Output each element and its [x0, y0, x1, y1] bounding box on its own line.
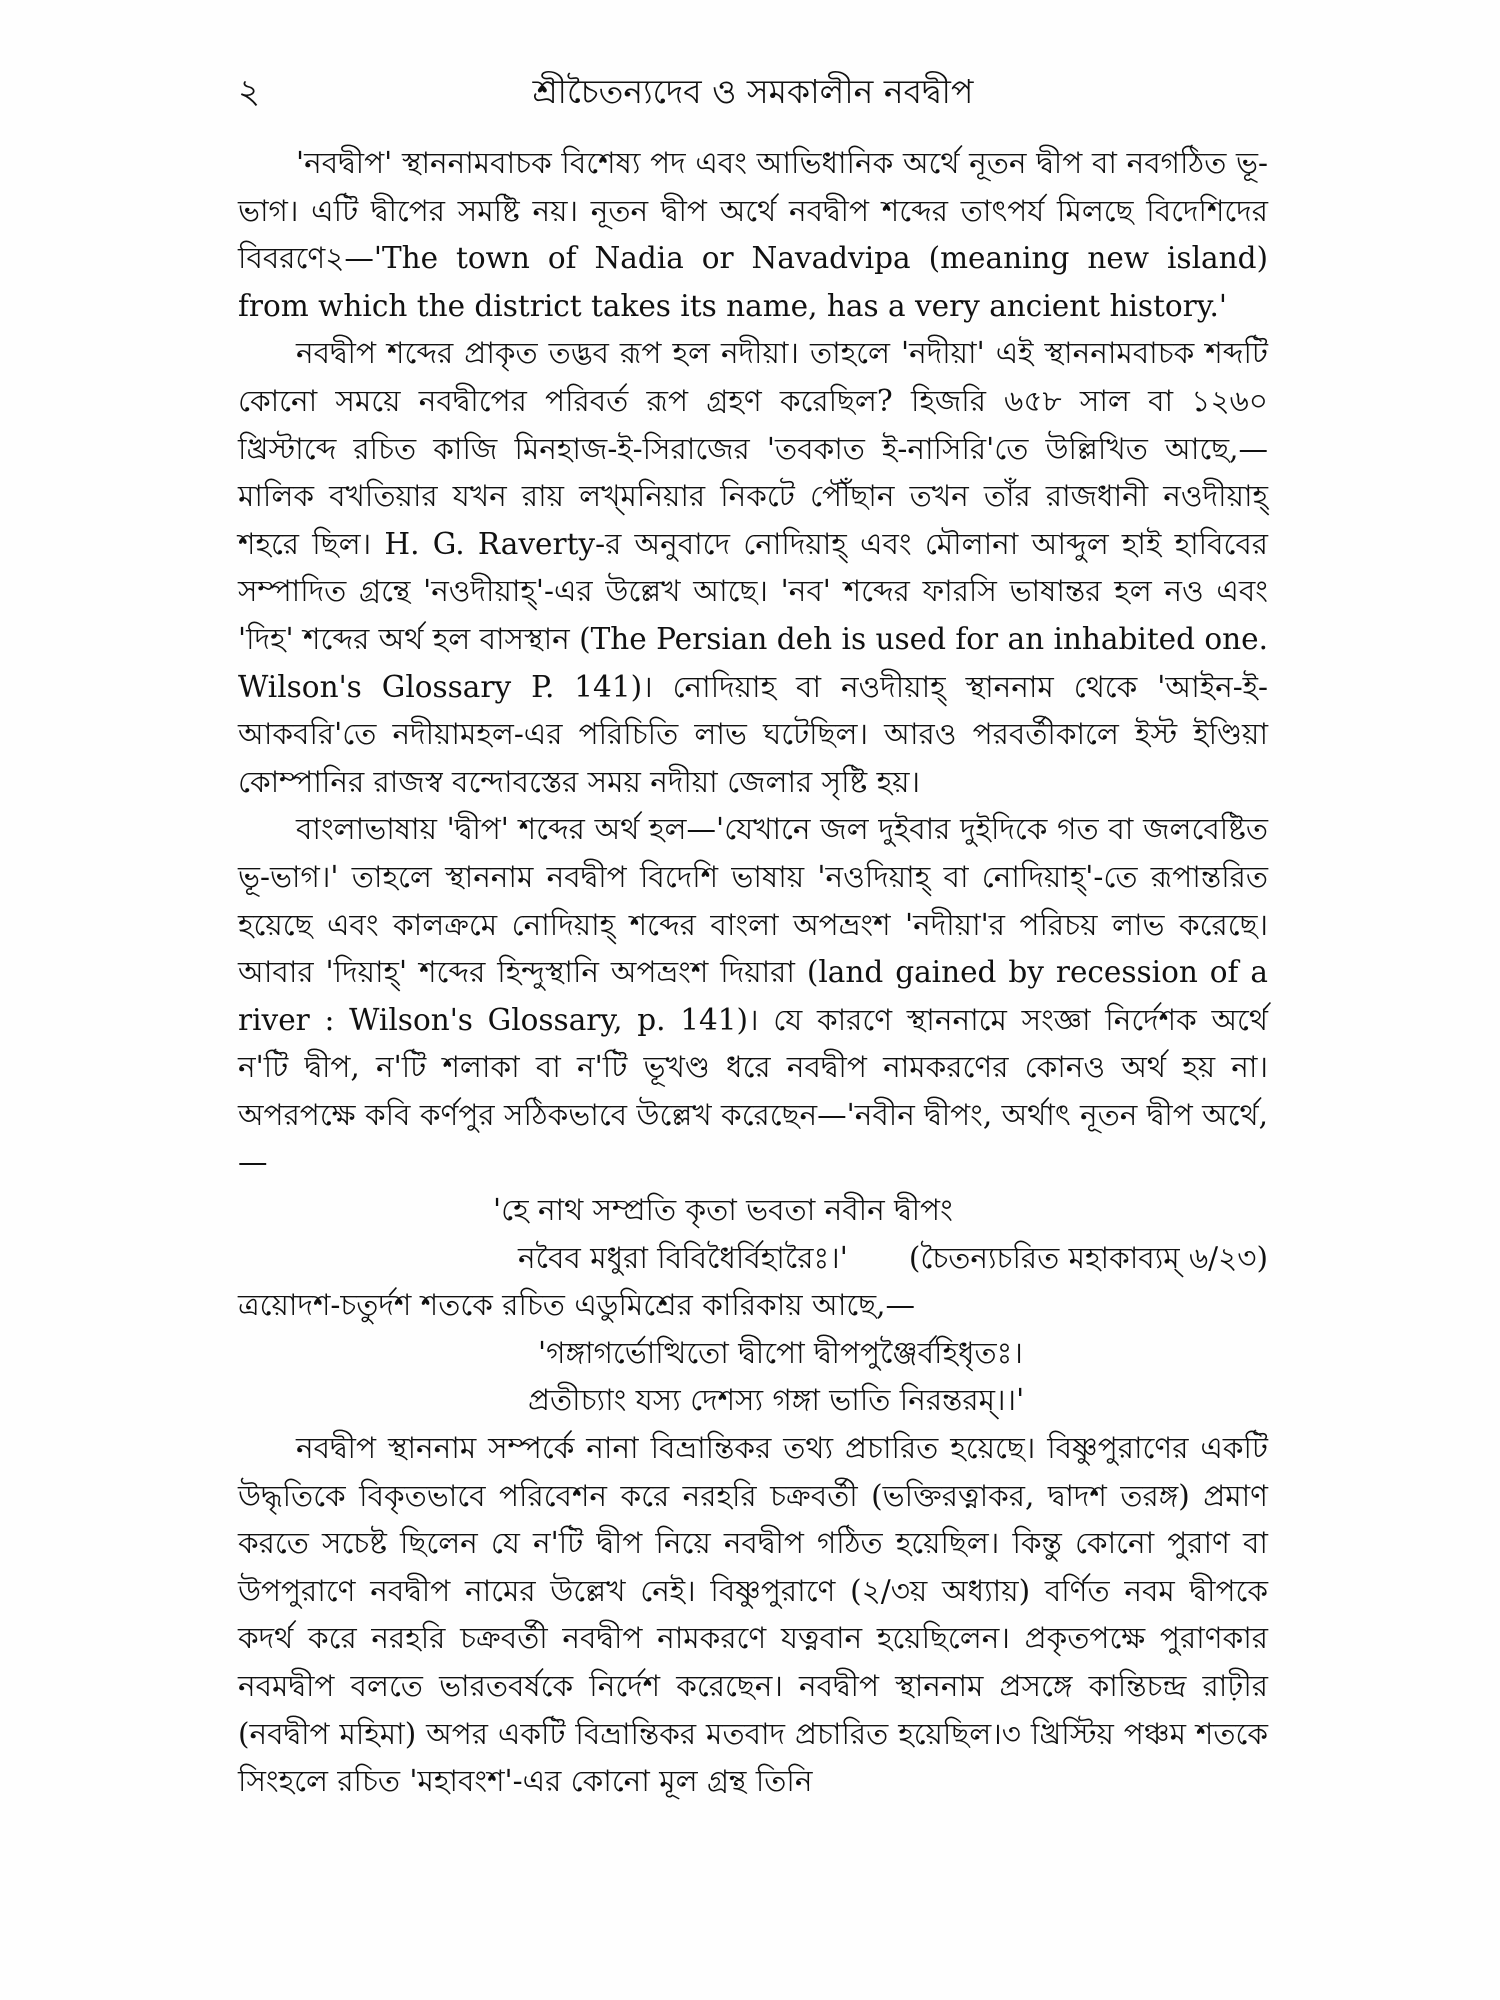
running-title: শ্রীচৈতন্যদেব ও সমকালীন নবদ্বীপ [532, 72, 974, 111]
verse-quote-2 [238, 1330, 1268, 1425]
paragraph-3: বাংলাভাষায় 'দ্বীপ' শব্দের অর্থ হল—'যেখানে জল দুইবার দুইদিকে গত বা জলবেষ্টিত ভূ-ভাগ।' তাহলে স্থাননাম নবদ্বীপ বিদেশি ভাষায় 'নওদিয়াহ্‌ বা নোদিয়াহ্‌'-তে রূপান্তরিত হয়েছে এবং কালক্রমে নোদিয়াহ্‌ শব্দের বাংলা অপভ্রংশ 'নদীয়া'র পরিচয় লাভ করেছে। আবার 'দিয়াহ্‌' শব্দের হিন্দুস্থানি অপভ্রংশ দিয়ারা (land gained by recession of a river : Wilson's Glossary, p. 141)। যে কারণে স্থাননামে সংজ্ঞা নির্দেশক অর্থে ন'টি দ্বীপ, ন'টি শলাকা বা ন'টি ভূখণ্ড ধরে নবদ্বীপ নামকরণের কোনও অর্থ হয় না। অপরপক্ষে কবি কর্ণপুর সঠিকভাবে উল্লেখ করেছেন—'নবীন দ্বীপং, অর্থাৎ নূতন দ্বীপ অর্থে,— [238, 812, 1268, 1180]
verse-1-line-2-row [238, 1235, 1268, 1283]
verse-2-line-2: প্রতীচ্যাং যস্য দেশস্য গঙ্গা ভাতি নিরন্তরম্‌।।' [528, 1383, 1025, 1418]
paragraph-4: নবদ্বীপ স্থাননাম সম্পর্কে নানা বিভ্রান্তিকর তথ্য প্রচারিত হয়েছে। বিষ্ণুপুরাণের একটি উদ্ধৃতিকে বিকৃতভাবে পরিবেশন করে নরহরি চক্রবর্তী (ভক্তিরত্নাকর, দ্বাদশ তরঙ্গ) প্রমাণ করতে সচেষ্ট ছিলেন যে ন'টি দ্বীপ নিয়ে নবদ্বীপ গঠিত হয়েছিল। কিন্তু কোনো পুরাণ বা উপপুরাণে নবদ্বীপ নামের উল্লেখ নেই। বিষ্ণুপুরাণে (২/৩য় অধ্যায়) বর্ণিত নবম দ্বীপকে কদর্থ করে নরহরি চক্রবর্তী নবদ্বীপ নামকরণে যত্নবান হয়েছিলেন। প্রকৃতপক্ষে পুরাণকার নবমদ্বীপ বলতে ভারতবর্ষকে নির্দেশ করেছেন। নবদ্বীপ স্থাননাম প্রসঙ্গে কান্তিচন্দ্র রাঢ়ীর (নবদ্বীপ মহিমা) অপর একটি বিভ্রান্তিকর মতবাদ প্রচারিত হয়েছিল।৩ খ্রিস্টিয় পঞ্চম শতকে সিংহলে রচিত 'মহাবংশ'-এর কোনো মূল গ্রন্থ তিনি [238, 1431, 1268, 1799]
verse-quote-1 [238, 1187, 1268, 1282]
body-text [238, 140, 1268, 1806]
verse-1-citation: (চৈতন্যচরিত মহাকাব্যম্ ৬/২৩) [908, 1240, 1268, 1275]
verse-2-line-1: 'গঙ্গাগর্ভোত্থিতো দ্বীপো দ্বীপপুঞ্জৈর্বহিধৃতঃ। [538, 1335, 1023, 1370]
verse-1-line-1: 'হে নাথ সম্প্রতি কৃতা ভবতা নবীন দ্বীপং [493, 1193, 953, 1228]
verse-1-line-2: নবৈব মধুরা বিবিধৈর্বিহারৈঃ।' [518, 1240, 848, 1275]
paragraph-2: নবদ্বীপ শব্দের প্রাকৃত তদ্ভব রূপ হল নদীয়া। তাহলে 'নদীয়া' এই স্থাননামবাচক শব্দটি কোনো সময়ে নবদ্বীপের পরিবর্ত রূপ গ্রহণ করেছিল? হিজরি ৬৫৮ সাল বা ১২৬০ খ্রিস্টাব্দে রচিত কাজি মিনহাজ-ই-সিরাজের 'তবকাত ই-নাসিরি'তে উল্লিখিত আছে,—মালিক বখতিয়ার যখন রায় লখ্‌মনিয়ার নিকটে পৌঁছান তখন তাঁর রাজধানী নওদীয়াহ্‌ শহরে ছিল। H. G. Raverty-র অনুবাদে নোদিয়াহ্‌ এবং মৌলানা আব্দুল হাই হাবিবের সম্পাদিত গ্রন্থে 'নওদীয়াহ্‌'-এর উল্লেখ আছে। 'নব' শব্দের ফারসি ভাষান্তর হল নও এবং 'দিহ' শব্দের অর্থ হল বাসস্থান (The Persian deh is used for an inhabited one. Wilson's Glossary P. 141)। নোদিয়াহ বা নওদীয়াহ্‌ স্থাননাম থেকে 'আইন-ই-আকবরি'তে নদীয়ামহল-এর পরিচিতি লাভ ঘটেছিল। আরও পরবর্তীকালে ইস্ট ইণ্ডিয়া কোম্পানির রাজস্ব বন্দোবস্তের সময় নদীয়া জেলার সৃষ্টি হয়। [238, 336, 1268, 799]
page-number: ২ [238, 72, 261, 112]
paragraph-1: 'নবদ্বীপ' স্থাননামবাচক বিশেষ্য পদ এবং আভিধানিক অর্থে নূতন দ্বীপ বা নবগঠিত ভূ-ভাগ। এটি দ্বীপের সমষ্টি নয়। নূতন দ্বীপ অর্থে নবদ্বীপ শব্দের তাৎপর্য মিলছে বিদেশিদের বিবরণে২—'The town of Nadia or Navadvipa (meaning new island) from which the district takes its name, has a very ancient history.' [238, 146, 1268, 323]
verse-intro-line: ত্রয়োদশ-চতুর্দশ শতকে রচিত এডুমিশ্রের কারিকায় আছে,— [238, 1288, 916, 1323]
page-header [238, 62, 1268, 122]
